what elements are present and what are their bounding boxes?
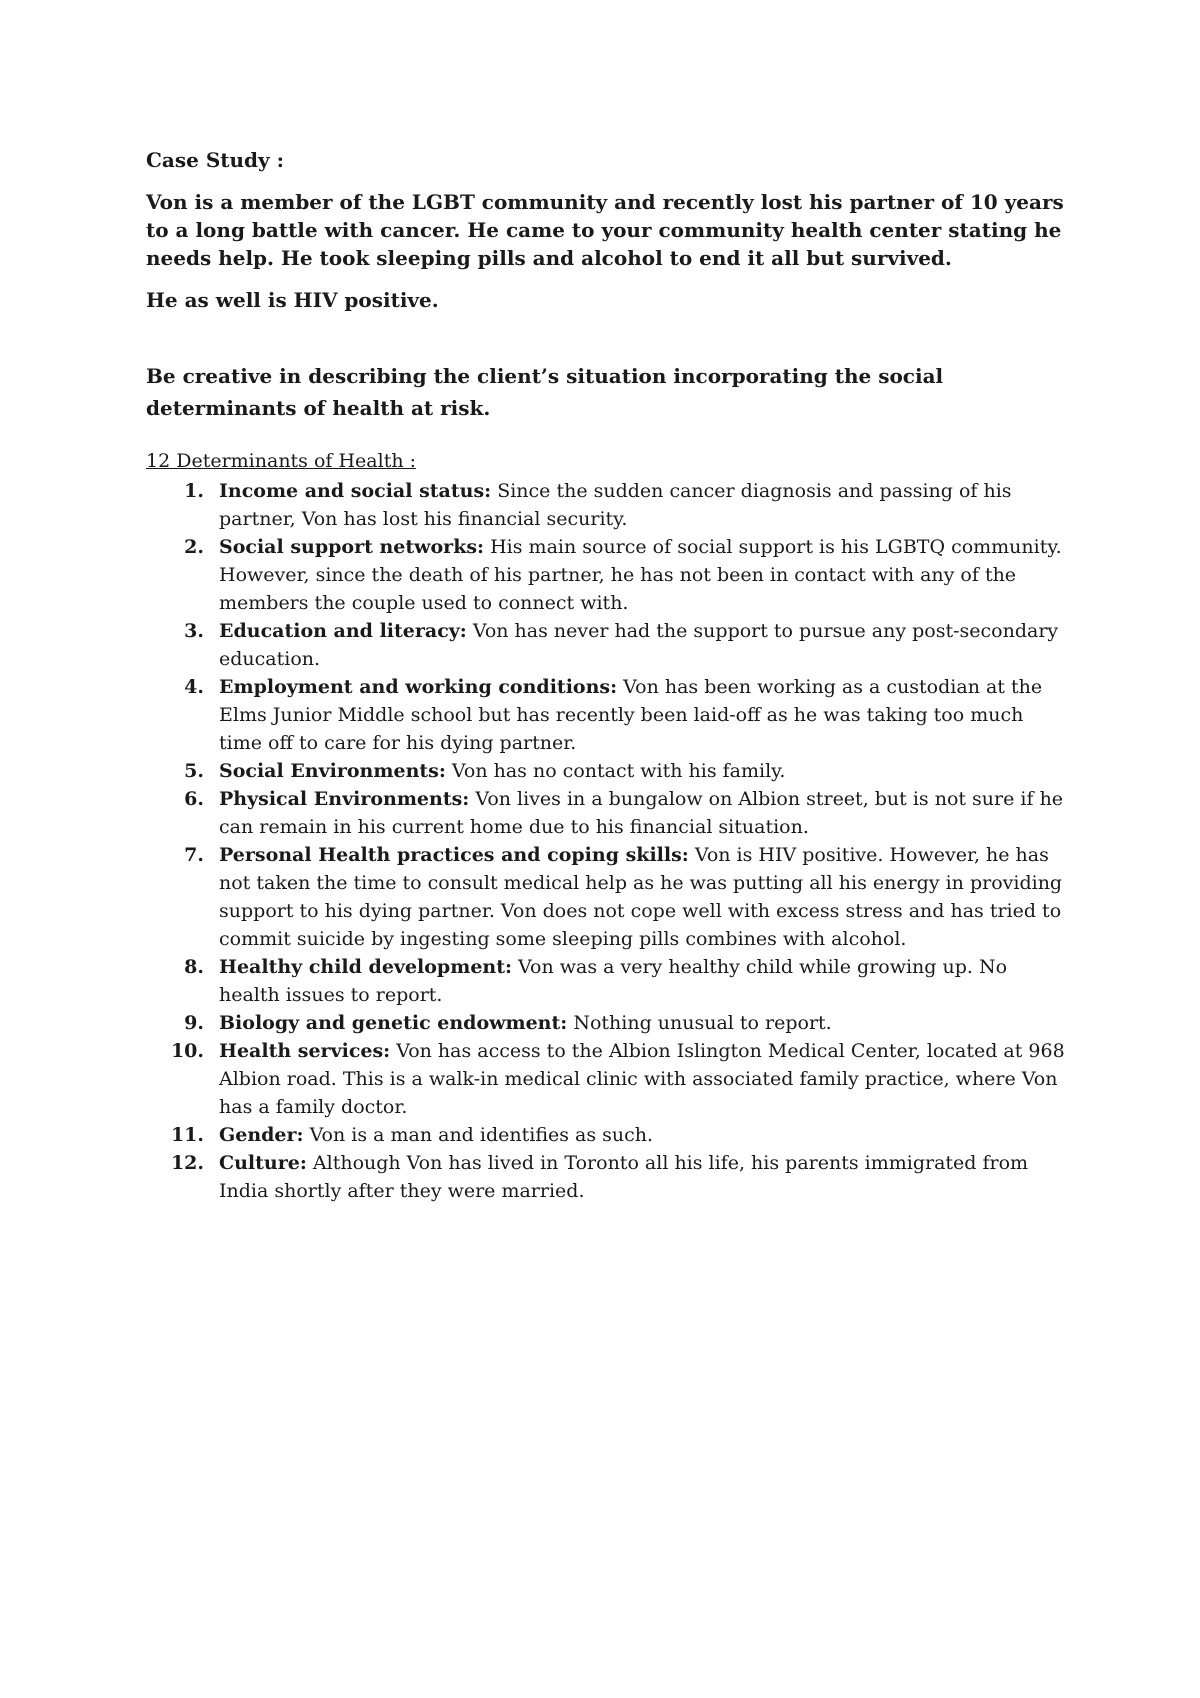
determinant-description: Von has no contact with his family.: [445, 760, 786, 782]
determinants-list: [146, 477, 1066, 1205]
determinant-description: Although Von has lived in Toronto all his life, his parents immigrated from India shortly after they were married.: [219, 1152, 1029, 1202]
determinant-item: [146, 785, 1066, 841]
determinant-term: Health services:: [219, 1040, 391, 1062]
document-body: [146, 146, 1066, 1205]
case-study-heading: Case Study :: [146, 148, 284, 172]
determinant-term: Biology and genetic endowment:: [219, 1012, 568, 1034]
hiv-status-paragraph: He as well is HIV positive.: [146, 288, 439, 312]
determinant-description: Since the sudden cancer diagnosis and passing of his partner, Von has lost his financial security.: [219, 480, 1012, 530]
determinant-number: 9.: [184, 1012, 204, 1034]
determinant-term: Education and literacy:: [219, 620, 467, 642]
determinant-number: 4.: [184, 676, 204, 698]
title-underline-pad: [416, 448, 500, 474]
determinant-number: 3.: [184, 620, 204, 642]
determinant-number: 12.: [170, 1152, 204, 1174]
determinant-term: Personal Health practices and coping skills:: [219, 844, 689, 866]
determinant-number: 6.: [184, 788, 204, 810]
determinant-item: [146, 1121, 1066, 1149]
determinant-item: [146, 1009, 1066, 1037]
determinant-description: Nothing unusual to report.: [567, 1012, 832, 1034]
determinant-item: [146, 1149, 1066, 1205]
determinant-number: 11.: [170, 1124, 204, 1146]
determinant-number: 1.: [184, 480, 204, 502]
determinant-term: Physical Environments:: [219, 788, 470, 810]
determinant-description: Von lives in a bungalow on Albion street, but is not sure if he can remain in his current home due to his financial situation.: [219, 788, 1064, 838]
determinants-list-title: [146, 448, 1066, 474]
determinant-number: 2.: [184, 536, 204, 558]
determinant-description: Von is a man and identifies as such.: [303, 1124, 654, 1146]
determinant-item: [146, 533, 1066, 617]
determinant-term: Culture:: [219, 1152, 307, 1174]
determinant-description: Von has access to the Albion Islington Medical Center, located at 968 Albion road. This is a walk-in medical clinic with associated family practice, where Von has a family doctor.: [219, 1040, 1065, 1118]
determinant-description: Von is HIV positive. However, he has not taken the time to consult medical help as he was putting all his energy in providing support to his dying partner. Von does not cope well with excess stress and has tried to commit suicide by ingesting some sleeping pills combines with alcohol.: [219, 844, 1063, 950]
determinant-item: [146, 477, 1066, 533]
determinant-term: Income and social status:: [219, 480, 492, 502]
determinant-number: 5.: [184, 760, 204, 782]
determinant-description: Von has never had the support to pursue any post-secondary education.: [219, 620, 1059, 670]
determinant-term: Employment and working conditions:: [219, 676, 618, 698]
determinant-item: [146, 617, 1066, 673]
determinant-item: [146, 757, 1066, 785]
assignment-prompt: Be creative in describing the client’s situation incorporating the social determinants of health at risk.: [146, 364, 944, 420]
case-intro-paragraph: Von is a member of the LGBT community and recently lost his partner of 10 years to a long battle with cancer. He came to your community health center stating he needs help. He took sleeping pills and alcohol to end it all but survived.: [146, 190, 1064, 270]
determinant-number: 8.: [184, 956, 204, 978]
determinant-description: Von was a very healthy child while growing up. No health issues to report.: [219, 956, 1008, 1006]
determinant-term: Gender:: [219, 1124, 304, 1146]
determinant-term: Healthy child development:: [219, 956, 513, 978]
determinant-term: Social support networks:: [219, 536, 485, 558]
determinant-description: Von has been working as a custodian at the Elms Junior Middle school but has recently been laid-off as he was taking too much time off to care for his dying partner.: [219, 676, 1043, 754]
determinant-number: 10.: [170, 1040, 204, 1062]
determinant-term: Social Environments:: [219, 760, 446, 782]
determinant-item: [146, 841, 1066, 953]
determinant-item: [146, 953, 1066, 1009]
determinants-list-title-text: 12 Determinants of Health :: [146, 450, 417, 472]
determinant-description: His main source of social support is his LGBTQ community. However, since the death of his partner, he has not been in contact with any of the members the couple used to connect with.: [219, 536, 1062, 614]
determinant-item: [146, 673, 1066, 757]
determinant-item: [146, 1037, 1066, 1121]
determinant-number: 7.: [184, 844, 204, 866]
